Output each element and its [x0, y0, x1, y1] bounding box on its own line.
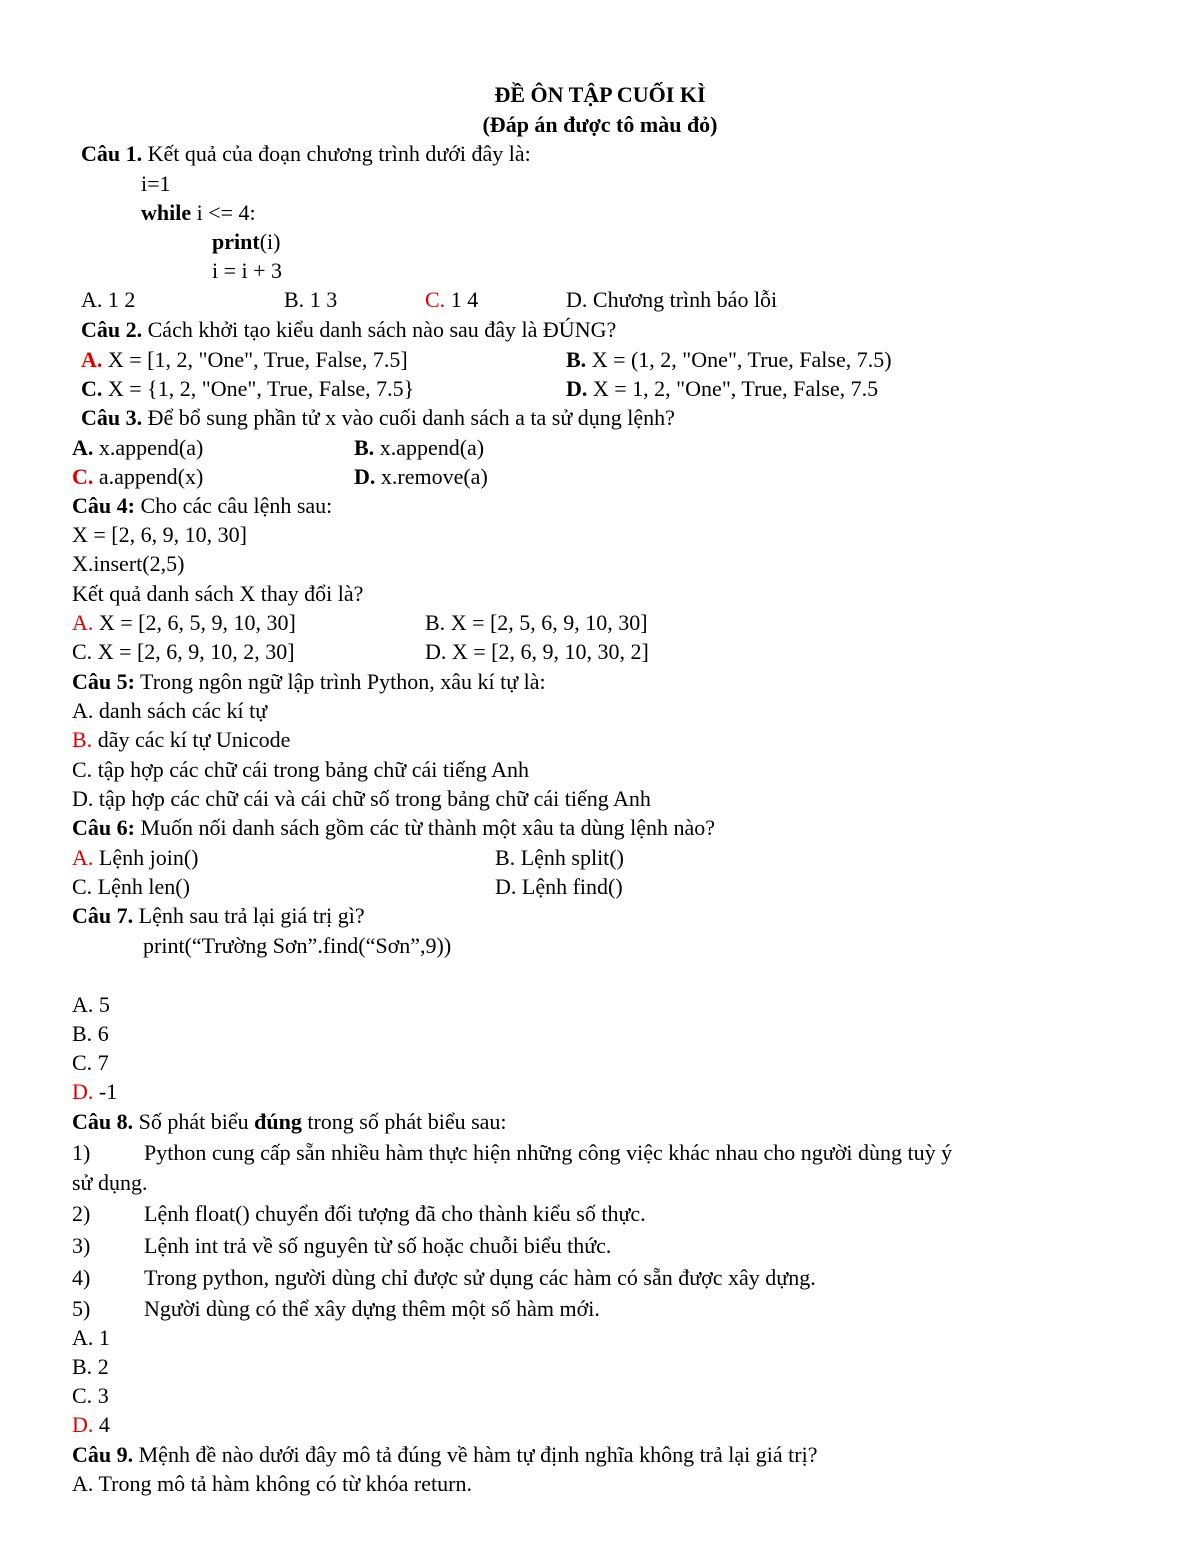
option-text: tập hợp các chữ cái và cái chữ số trong bảng chữ cái tiếng Anh [93, 786, 651, 811]
option-letter: D. [566, 376, 588, 401]
option-a [72, 434, 203, 462]
option-text: 1 3 [304, 287, 338, 312]
statement-number: 1) [72, 1140, 91, 1165]
page-title: ĐỀ ÔN TẬP CUỐI KÌ [494, 82, 706, 107]
option-c [425, 286, 478, 314]
question-text: trong số phát biểu sau: [301, 1109, 507, 1134]
question-label: Câu 6: [72, 815, 135, 840]
option-letter: C. [81, 376, 103, 401]
question-4 [72, 492, 332, 520]
option-a [72, 1324, 110, 1352]
question-text: Kết quả của đoạn chương trình dưới đây là: [142, 141, 531, 166]
correct-answer-letter: C. [72, 464, 94, 489]
option-letter: C. [72, 757, 93, 782]
question-label: Câu 1. [81, 141, 143, 166]
option-letter: B. [354, 435, 375, 460]
option-text: 1 4 [445, 287, 479, 312]
option-letter: D. [566, 287, 588, 312]
option-a [81, 286, 135, 314]
statement-text: Người dùng có thể xây dựng thêm một số hàm mới. [144, 1296, 600, 1321]
statement-text: Python cung cấp sẵn nhiều hàm thực hiện những công việc khác nhau cho người dùng tuỳ ý [144, 1140, 953, 1165]
option-a [81, 346, 408, 374]
question-text: Muốn nối danh sách gồm các từ thành một xâu ta dùng lệnh nào? [134, 815, 716, 840]
option-d [566, 375, 878, 403]
question-text: Số phát biểu [133, 1109, 255, 1134]
option-text: X = (1, 2, "One", True, False, 7.5) [586, 347, 892, 372]
question-9 [72, 1441, 817, 1469]
question-text: Để bổ sung phần tử x vào cuối danh sách a ta sử dụng lệnh? [142, 405, 675, 430]
option-c [72, 463, 203, 491]
option-letter: C. [72, 639, 93, 664]
statement-number: 4) [72, 1265, 91, 1290]
option-letter: A. [72, 435, 94, 460]
question-text: Trong ngôn ngữ lập trình Python, xâu kí tự là: [134, 669, 546, 694]
code-line: X = [2, 6, 9, 10, 30] [72, 522, 247, 547]
option-text: X = 1, 2, "One", True, False, 7.5 [587, 376, 879, 401]
option-text: X = [2, 6, 9, 10, 2, 30] [92, 639, 295, 664]
option-b [425, 609, 648, 637]
question-2 [81, 316, 616, 344]
question-1 [81, 140, 531, 168]
option-text: x.append(a) [93, 435, 204, 460]
statement-text: Lệnh float() chuyển đối tượng đã cho thành kiểu số thực. [144, 1201, 646, 1226]
option-text: Lệnh len() [92, 874, 190, 899]
option-text: danh sách các kí tự [93, 698, 268, 723]
option-letter: A. [72, 698, 94, 723]
question-text: Cho các câu lệnh sau: [134, 493, 333, 518]
option-letter: B. [495, 845, 516, 870]
option-text: Trong mô tả hàm không có từ khóa return. [93, 1471, 472, 1496]
statement-number: 5) [72, 1296, 91, 1321]
option-letter: B. [425, 610, 446, 635]
option-b [284, 286, 337, 314]
option-text: tập hợp các chữ cái trong bảng chữ cái tiếng Anh [92, 757, 530, 782]
option-b [495, 844, 624, 872]
question-label: Câu 4: [72, 493, 135, 518]
code-line: i = i + 3 [212, 258, 283, 283]
code-line: X.insert(2,5) [72, 551, 185, 576]
question-7 [72, 902, 365, 930]
keyword: while [141, 200, 192, 225]
question-label: Câu 9. [72, 1442, 134, 1467]
option-text: Chương trình báo lỗi [587, 287, 778, 312]
option-a [72, 1470, 472, 1498]
option-letter: B. [72, 1021, 93, 1046]
option-text: 6 [92, 1021, 109, 1046]
option-letter: A. [72, 1471, 94, 1496]
question-text: Lệnh sau trả lại giá trị gì? [133, 903, 365, 928]
question-6 [72, 814, 715, 842]
option-letter: A. [72, 992, 94, 1017]
option-b [354, 434, 484, 462]
option-d [72, 785, 651, 813]
option-text: X = {1, 2, "One", True, False, 7.5} [102, 376, 415, 401]
option-b [72, 1020, 109, 1048]
option-text: 3 [92, 1383, 109, 1408]
statement-text: Trong python, người dùng chỉ được sử dụng các hàm có sẵn được xây dựng. [144, 1265, 816, 1290]
correct-answer-letter: D. [72, 1412, 94, 1437]
option-b [72, 726, 290, 754]
option-letter: D. [425, 639, 447, 664]
question-label: Câu 3. [81, 405, 143, 430]
option-letter: D. [495, 874, 517, 899]
code-line: i=1 [141, 171, 171, 196]
option-c [81, 375, 414, 403]
correct-answer-letter: A. [72, 845, 94, 870]
option-a [72, 991, 110, 1019]
option-c [72, 638, 295, 666]
option-d [425, 638, 649, 666]
option-c [72, 1049, 109, 1077]
option-text: X = [2, 6, 9, 10, 30, 2] [446, 639, 649, 664]
question-5 [72, 668, 546, 696]
option-letter: D. [354, 464, 376, 489]
code-line: print(“Trường Sơn”.find(“Sơn”,9)) [143, 933, 452, 958]
option-letter: D. [72, 786, 94, 811]
option-text: 1 2 [102, 287, 136, 312]
option-d [495, 873, 623, 901]
question-prompt: Kết quả danh sách X thay đổi là? [72, 581, 364, 606]
option-letter: C. [72, 1050, 93, 1075]
option-text: X = [2, 6, 5, 9, 10, 30] [93, 610, 296, 635]
question-label: Câu 5: [72, 669, 135, 694]
statement-4 [72, 1264, 816, 1292]
option-b [72, 1353, 109, 1381]
code-line [141, 199, 256, 227]
option-c [72, 873, 190, 901]
option-letter: C. [72, 1383, 93, 1408]
statement-1-continued: sử dụng. [72, 1170, 148, 1195]
keyword: print [212, 229, 260, 254]
option-letter: C. [72, 874, 93, 899]
option-text: 5 [93, 992, 110, 1017]
question-8 [72, 1108, 507, 1136]
option-b [566, 346, 892, 374]
statement-number: 2) [72, 1201, 91, 1226]
option-text: x.remove(a) [375, 464, 488, 489]
code-text: (i) [259, 229, 281, 254]
option-text: Lệnh find() [516, 874, 623, 899]
option-text: -1 [93, 1079, 118, 1104]
statement-2 [72, 1200, 646, 1228]
statement-text: Lệnh int trả về số nguyên từ số hoặc chuỗi biểu thức. [144, 1233, 612, 1258]
option-text: 7 [92, 1050, 109, 1075]
option-text: Lệnh join() [93, 845, 199, 870]
option-d [72, 1411, 110, 1439]
statement-1 [72, 1139, 952, 1167]
option-a [72, 609, 296, 637]
option-text: Lệnh split() [515, 845, 624, 870]
statement-3 [72, 1232, 611, 1260]
question-3 [81, 404, 675, 432]
correct-answer-letter: D. [72, 1079, 94, 1104]
correct-answer-letter: A. [81, 347, 103, 372]
option-c [72, 756, 529, 784]
question-text: Cách khởi tạo kiểu danh sách nào sau đây là ĐÚNG? [142, 317, 617, 342]
option-d [354, 463, 488, 491]
code-line [212, 228, 280, 256]
option-text: X = [2, 5, 6, 9, 10, 30] [445, 610, 648, 635]
option-letter: B. [72, 1354, 93, 1379]
option-letter: A. [72, 1325, 94, 1350]
option-a [72, 697, 267, 725]
option-c [72, 1382, 109, 1410]
correct-answer-letter: C. [425, 287, 446, 312]
option-text: 1 [93, 1325, 110, 1350]
option-letter: B. [566, 347, 587, 372]
statement-5 [72, 1295, 600, 1323]
option-d [72, 1078, 117, 1106]
correct-answer-letter: B. [72, 727, 93, 752]
option-letter: A. [81, 287, 103, 312]
page-subtitle: (Đáp án được tô màu đỏ) [482, 112, 718, 137]
option-a [72, 844, 198, 872]
option-text: 4 [93, 1412, 110, 1437]
correct-answer-letter: A. [72, 610, 94, 635]
option-text: dãy các kí tự Unicode [92, 727, 291, 752]
question-label: Câu 2. [81, 317, 143, 342]
option-text: x.append(a) [374, 435, 485, 460]
option-text: a.append(x) [93, 464, 204, 489]
option-text: X = [1, 2, "One", True, False, 7.5] [102, 347, 408, 372]
question-text: Mệnh đề nào dưới đây mô tả đúng về hàm tự định nghĩa không trả lại giá trị? [133, 1442, 818, 1467]
option-letter: B. [284, 287, 305, 312]
statement-number: 3) [72, 1233, 91, 1258]
code-text: i <= 4: [191, 200, 256, 225]
emphasis-text: đúng [254, 1109, 302, 1134]
option-text: 2 [92, 1354, 109, 1379]
option-d [566, 286, 777, 314]
question-label: Câu 8. [72, 1109, 134, 1134]
question-label: Câu 7. [72, 903, 134, 928]
